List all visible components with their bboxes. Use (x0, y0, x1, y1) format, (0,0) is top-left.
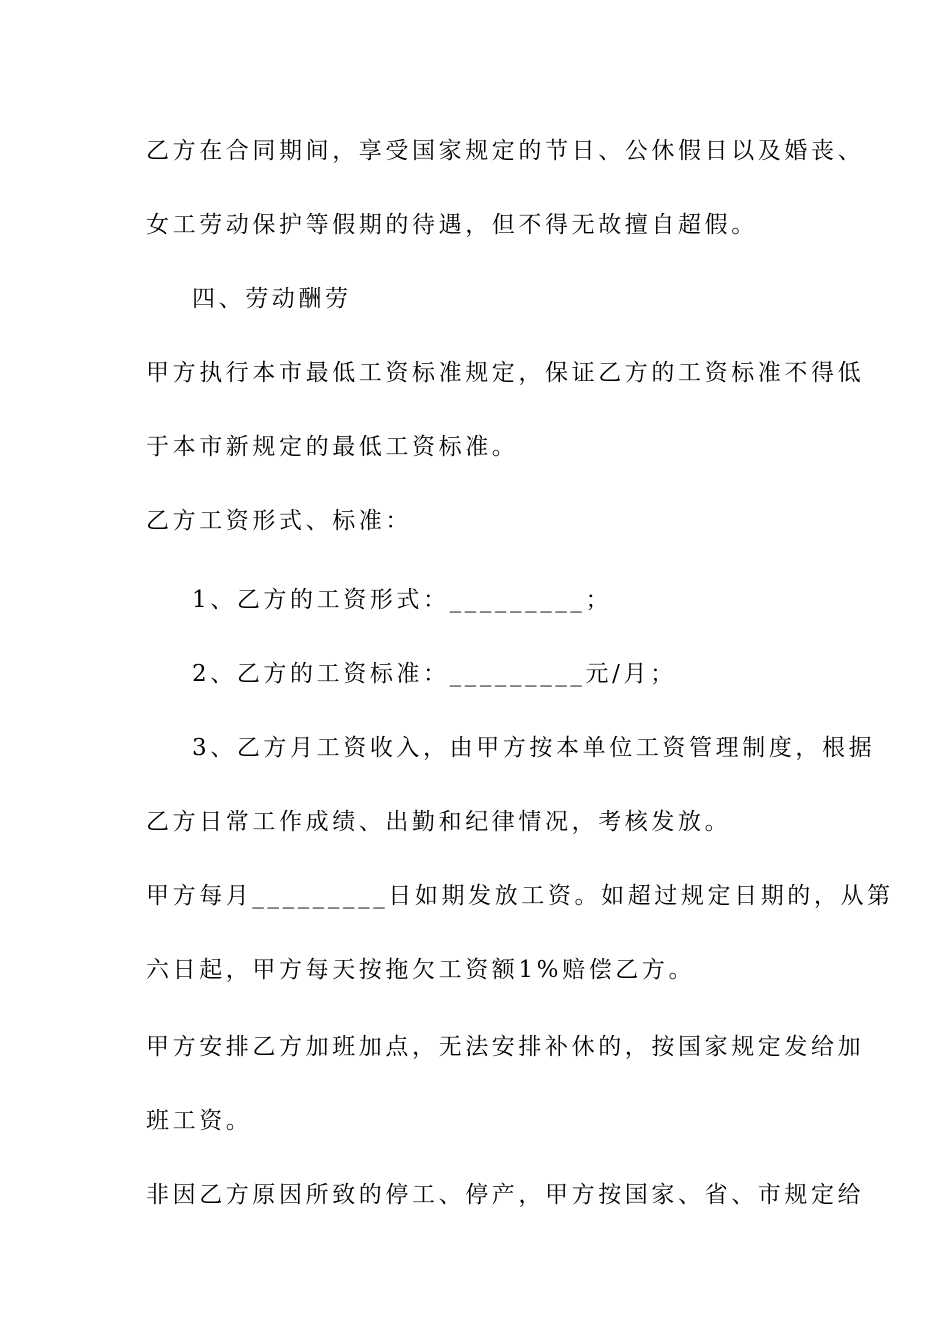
list-item: 3、乙方月工资收入，由甲方按本单位工资管理制度，根据 (192, 735, 876, 761)
paragraph-line: 非因乙方原因所致的停工、停产，甲方按国家、省、市规定给 (146, 1182, 865, 1208)
paragraph-line: 班工资。 (146, 1108, 253, 1134)
paragraph-line: 六日起，甲方每天按拖欠工资额1%赔偿乙方。 (146, 957, 696, 983)
paragraph-line: 乙方日常工作成绩、出勤和纪律情况，考核发放。 (146, 809, 732, 835)
list-item: 1、乙方的工资形式：_________； (192, 587, 613, 613)
paragraph-line: 甲方每月_________日如期发放工资。如超过规定日期的，从第 (146, 883, 894, 909)
paragraph-line: 甲方执行本市最低工资标准规定，保证乙方的工资标准不得低 (146, 360, 865, 386)
paragraph-line: 乙方在合同期间，享受国家规定的节日、公休假日以及婚丧、 (146, 138, 865, 164)
section-heading: 四、劳动酬劳 (192, 286, 352, 312)
paragraph-line: 甲方安排乙方加班加点，无法安排补休的，按国家规定发给加 (146, 1034, 865, 1060)
paragraph-line: 于本市新规定的最低工资标准。 (146, 434, 519, 460)
list-item: 2、乙方的工资标准：_________元/月； (192, 661, 677, 687)
paragraph-line: 乙方工资形式、标准： (146, 508, 412, 534)
paragraph-line: 女工劳动保护等假期的待遇，但不得无故擅自超假。 (146, 212, 758, 238)
